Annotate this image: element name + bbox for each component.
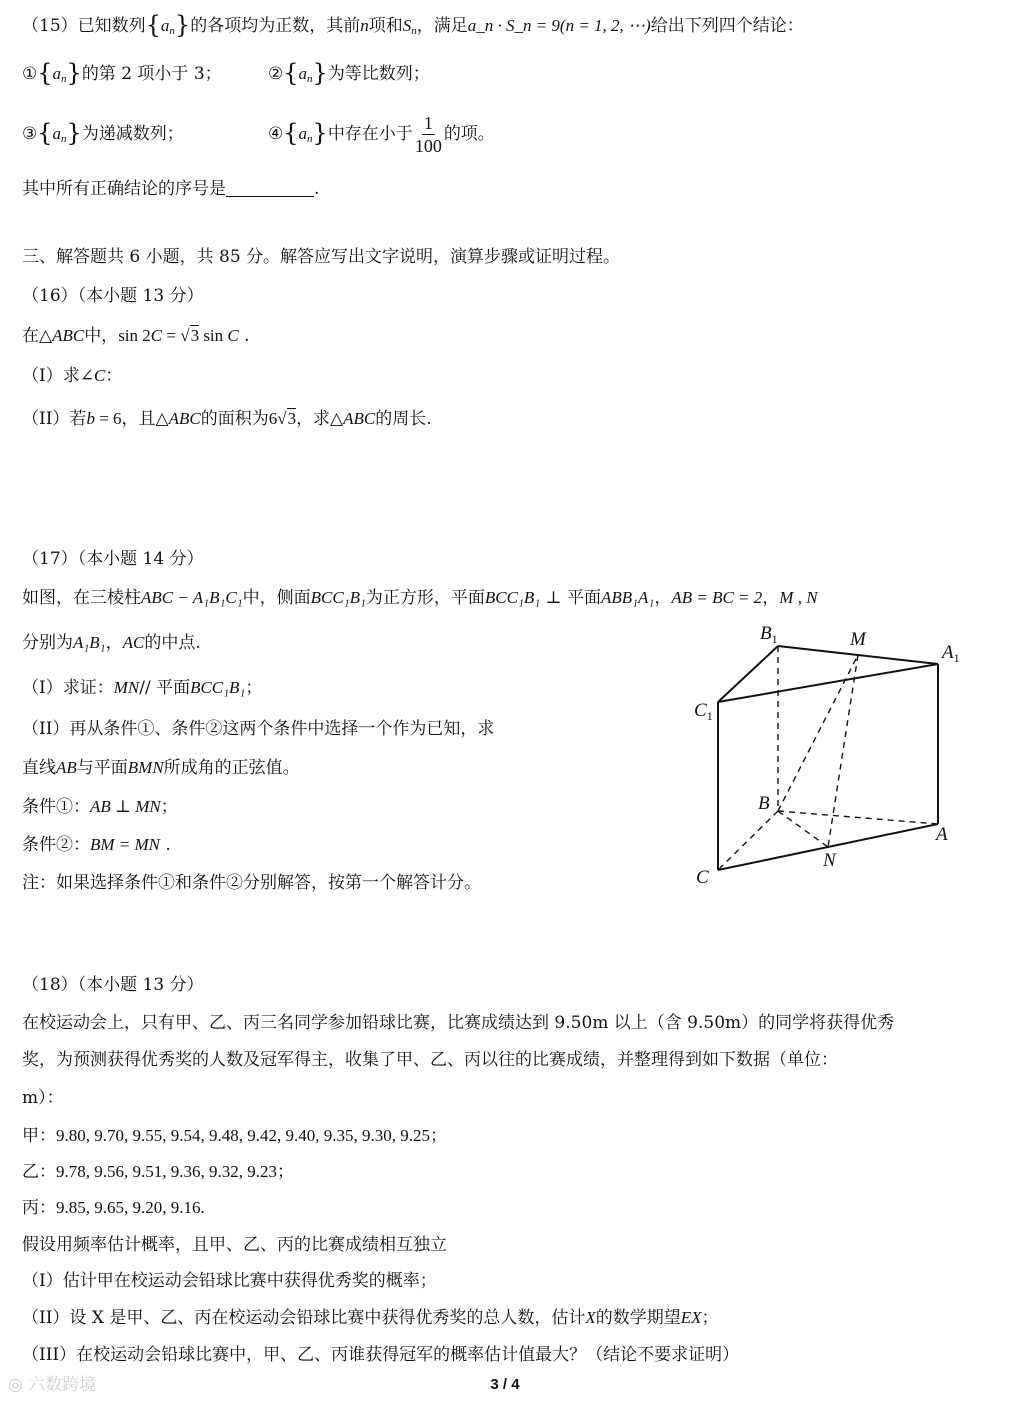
q17-condition-2: 条件②：BM = MN . xyxy=(22,835,171,855)
q17-note: 注：如果选择条件①和条件②分别解答，按第一个解答计分。 xyxy=(22,873,481,893)
q18-part-2: （II）设 X 是甲、乙、丙在校运动会铅球比赛中获得优秀奖的总人数，估计X的数学期望EX； xyxy=(22,1308,719,1328)
sqrt-3: √3 xyxy=(180,326,200,345)
label-b1: $B_1$ xyxy=(760,623,778,646)
section-3-title: 三、解答题共 6 小题，共 85 分。解答应写出文字说明，演算步骤或证明过程。 xyxy=(22,247,621,267)
q15-option-1: $①\{a_n\}$的第 2 项小于 3； xyxy=(22,59,222,87)
q16-stem: 在△ABC中，sin 2C = √3 sin C . xyxy=(22,326,250,346)
q17-part-1: （I）求证：MN// 平面BCC₁B₁； xyxy=(22,678,263,698)
segment-b-n xyxy=(778,811,828,847)
label-c1: $C_1$ xyxy=(694,700,713,723)
q16-part-1: （I）求∠C： xyxy=(22,366,123,386)
q18-scores-jia: 甲：9.80, 9.70, 9.55, 9.54, 9.48, 9.42, 9.40, 9.35, 9.30, 9.25； xyxy=(22,1126,447,1146)
q18-text-line-1: 在校运动会上，只有甲、乙、丙三名同学参加铅球比赛，比赛成绩达到 9.50m 以上（含 9.50m）的同学将获得优秀 xyxy=(22,1013,895,1033)
label-a: A xyxy=(936,824,948,845)
q18-header: （18）（本小题 13 分） xyxy=(22,975,204,995)
q18-part-1: （I）估计甲在校运动会铅球比赛中获得优秀奖的概率； xyxy=(22,1271,437,1291)
edge-b-c xyxy=(718,811,778,870)
q18-scores-yi: 乙：9.78, 9.56, 9.51, 9.36, 9.32, 9.23； xyxy=(22,1162,294,1182)
q17-part-2: （II）再从条件①、条件②这两个条件中选择一个作为已知，求 xyxy=(22,719,495,739)
q15-number: （15） xyxy=(22,16,78,36)
q15-option-4: $④\{a_n\}$中存在小于 $\frac{1}{100}$ 的项。 xyxy=(268,113,495,156)
page-number: 3 / 4 xyxy=(490,1376,520,1393)
q15-option-3: $③\{a_n\}$为递减数列； xyxy=(22,119,184,147)
q15-relation: a_n · S_n = 9(n = 1, 2, ⋯) xyxy=(467,16,651,35)
label-a1: $A_1$ xyxy=(942,642,960,665)
q18-text-line-3: m）： xyxy=(22,1088,64,1108)
q17-stem: 如图，在三棱柱ABC − A₁B₁C₁中，侧面BCC₁B₁为正方形，平面BCC₁B₁ ⊥ 平面ABB₁A₁，AB = BC = 2，M , N xyxy=(22,588,818,608)
q17-stem-line-2: 分别为A₁B₁，AC的中点. xyxy=(22,633,201,653)
label-m: M xyxy=(850,629,866,650)
watermark: ◎ 六数跨境 xyxy=(8,1375,97,1395)
q17-header: （17）（本小题 14 分） xyxy=(22,549,204,569)
q16-header: （16）（本小题 13 分） xyxy=(22,286,204,306)
q15-stem: （15）已知数列$\{a_n\}$的各项均为正数，其前n项和$S_n$，满足a_n · S_n = 9(n = 1, 2, ⋯)给出下列四个结论： xyxy=(22,11,804,39)
label-b: B xyxy=(758,793,770,814)
answer-blank[interactable] xyxy=(226,178,314,197)
q18-part-3: （III）在校运动会铅球比赛中，甲、乙、丙谁获得冠军的概率估计值最大？（结论不要求证明） xyxy=(22,1345,740,1365)
edge-c1-a1 xyxy=(718,664,938,702)
q18-scores-bing: 丙：9.85, 9.65, 9.20, 9.16. xyxy=(22,1198,205,1218)
label-n: N xyxy=(823,850,836,871)
q15-fill-line: 其中所有正确结论的序号是 . xyxy=(22,179,320,199)
label-c: C xyxy=(696,867,709,888)
fraction-1-100: $\frac{1}{100}$ xyxy=(414,113,442,156)
q15-option-2: $②\{a_n\}$为等比数列； xyxy=(268,59,430,87)
q18-text-line-2: 奖，为预测获得优秀奖的人数及冠军得主，收集了甲、乙、丙以往的比赛成绩，并整理得到如下数据（单位： xyxy=(22,1050,838,1070)
edge-b-a xyxy=(778,811,938,824)
q17-condition-1: 条件①：AB ⊥ MN； xyxy=(22,797,178,817)
q18-assumption: 假设用频率估计概率，且甲、乙、丙的比赛成绩相互独立 xyxy=(22,1235,447,1255)
segment-m-n xyxy=(828,655,858,847)
prism-figure xyxy=(690,618,990,898)
q17-part-2-cont: 直线AB与平面BMN所成角的正弦值。 xyxy=(22,758,300,778)
q16-part-2: （II）若b = 6，且△ABC的面积为6√3，求△ABC的周长. xyxy=(22,409,432,429)
